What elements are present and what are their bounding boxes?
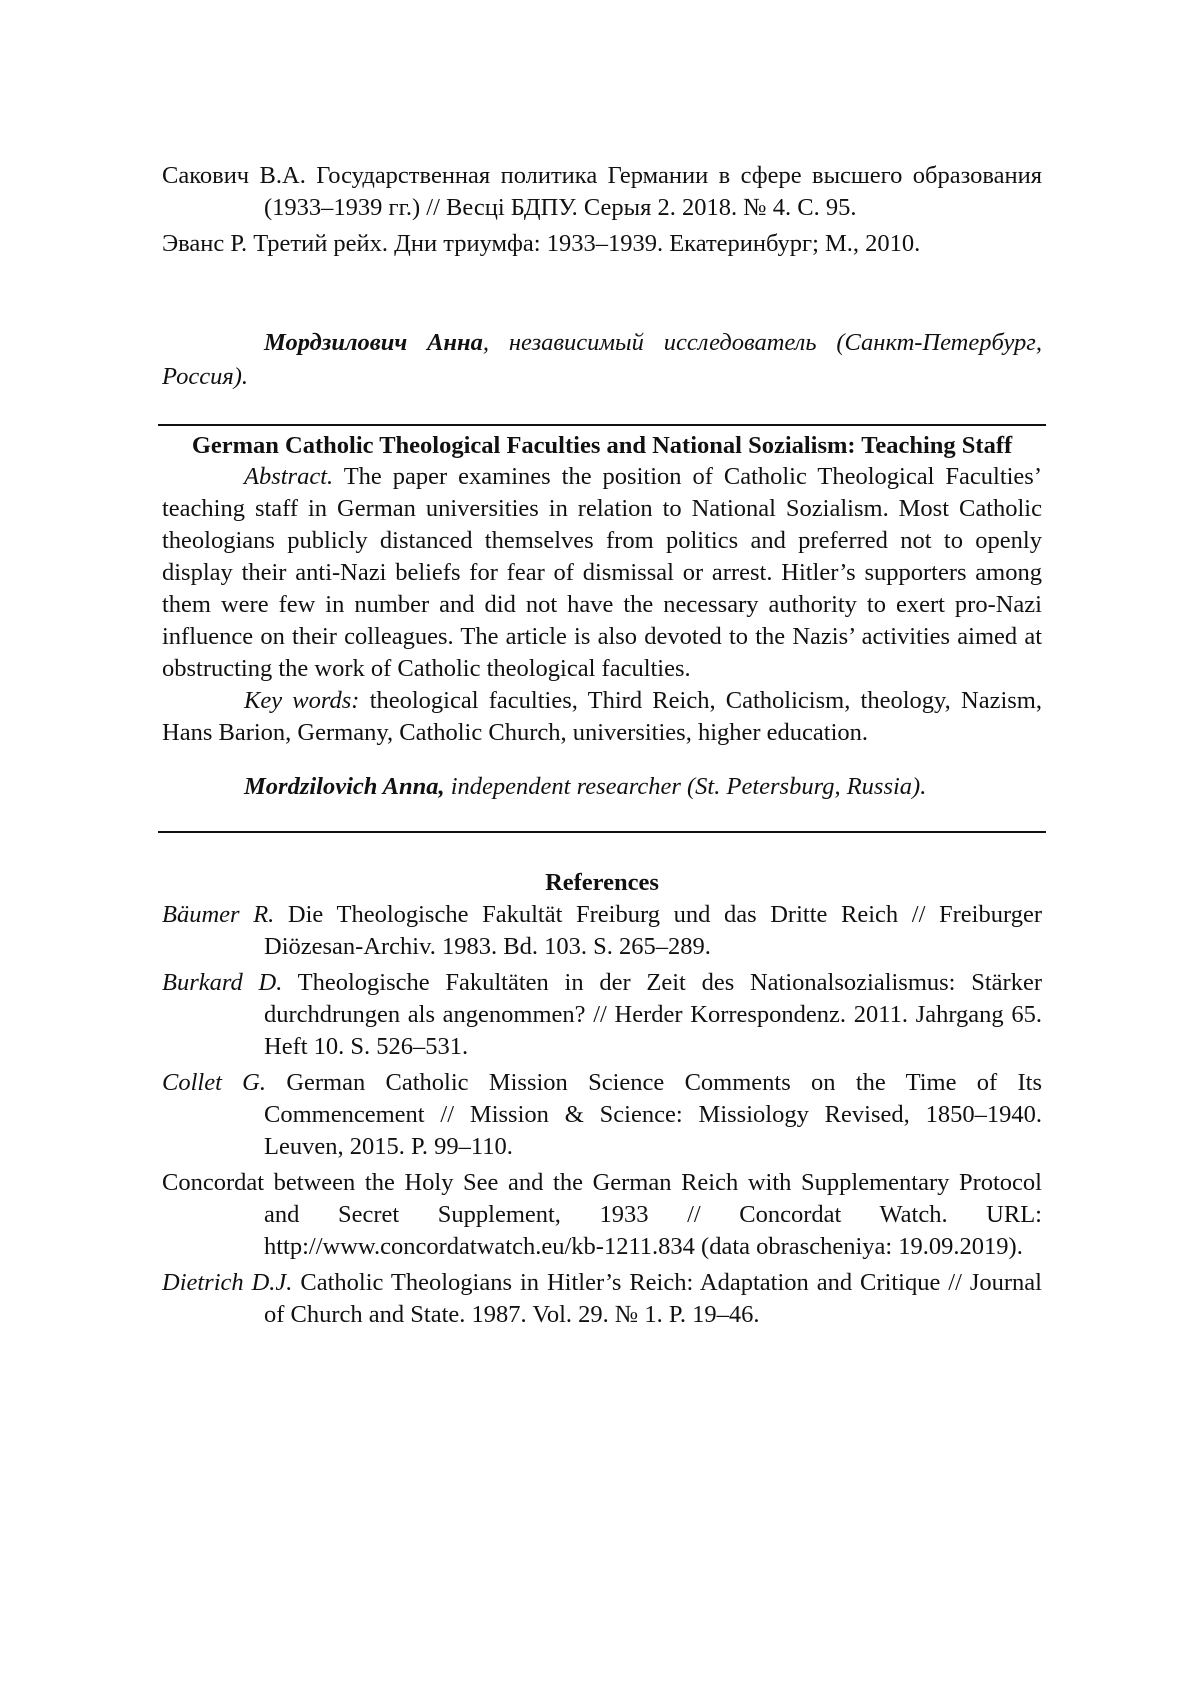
english-title: German Catholic Theological Faculties and National Sozialism: Teaching Staff bbox=[191, 432, 1013, 459]
abstract-text: The paper examines the position of Catholic Theological Faculties’ teaching staff in German universities in relation to National Sozialism. Most Catholic theologians publicly distanced themselves from politics and preferred not to openly display their anti-Nazi beliefs for fear of dismissal or arrest. Hitler’s supporters among them were few in number and did not have the necessary authority to exert pro-Nazi influence on their colleagues. The article is also devoted to the Nazis’ activities aimed at obstructing the work of Catholic theological faculties. bbox=[162, 463, 1042, 682]
reference-item bbox=[162, 899, 1042, 963]
reference-text: Catholic Theologians in Hitler’s Reich: Adaptation and Critique // Journal of Church and State. 1987. Vol. 29. № 1. P. 19–46. bbox=[264, 1269, 1042, 1328]
keywords-label: Key words: bbox=[244, 687, 360, 714]
bottom-divider bbox=[158, 831, 1046, 833]
document-page bbox=[162, 160, 1042, 1335]
ru-author-line bbox=[162, 326, 1042, 394]
reference-item bbox=[162, 967, 1042, 1063]
reference-author: Dietrich D.J. bbox=[162, 1269, 293, 1296]
reference-text: Theologische Fakultäten in der Zeit des Nationalsozialismus: Stärker durchdrungen als angenommen? // Herder Korrespondenz. 2011. Jahrgang 65. Heft 10. S. 526–531. bbox=[264, 969, 1042, 1060]
keywords-text: theological faculties, Third Reich, Catholicism, theology, Nazism, Hans Barion, Germany, Catholic Church, universities, higher education. bbox=[162, 687, 1042, 746]
reference-item bbox=[162, 1167, 1042, 1263]
en-author-name: Mordzilovich Anna, bbox=[244, 773, 445, 800]
reference-item bbox=[162, 1067, 1042, 1163]
reference-author: Collet G. bbox=[162, 1069, 267, 1096]
reference-text: Concordat between the Holy See and the German Reich with Supplementary Protocol and Secret Supplement, 1933 // Concordat Watch. URL: http://www.concordatwatch.eu/kb-1211.834 (data obrascheniya: 19.09.2019). bbox=[162, 1169, 1042, 1260]
en-author-line bbox=[162, 771, 1042, 803]
reference-text: German Catholic Mission Science Comments on the Time of Its Commencement // Mission & Science: Missiology Revised, 1850–1940. Leuven, 2015. P. 99–110. bbox=[264, 1069, 1042, 1160]
ru-reference-1: Сакович В.А. Государственная политика Германии в сфере высшего образования (1933–1939 гг.) // Весці БДПУ. Серыя 2. 2018. № 4. С. 95. bbox=[162, 162, 1042, 221]
top-divider bbox=[158, 424, 1046, 426]
ru-reference-2: Эванс Р. Третий рейх. Дни триумфа: 1933–1939. Екатеринбург; М., 2010. bbox=[162, 230, 921, 257]
en-author-affiliation: independent researcher (St. Petersburg, Russia). bbox=[444, 773, 927, 800]
ru-author-affiliation: , независимый исследователь (Санкт-Петербург, Россия). bbox=[162, 329, 1042, 390]
ru-author-name: Мордзилович Анна bbox=[264, 329, 483, 356]
references-heading: References bbox=[545, 869, 659, 896]
keywords-paragraph bbox=[162, 685, 1042, 749]
references-list bbox=[162, 899, 1042, 1331]
reference-item bbox=[162, 1267, 1042, 1331]
abstract-paragraph bbox=[162, 461, 1042, 685]
reference-text: Die Theologische Fakultät Freiburg und das Dritte Reich // Freiburger Diözesan-Archiv. 1983. Bd. 103. S. 265–289. bbox=[264, 901, 1042, 960]
reference-author: Bäumer R. bbox=[162, 901, 275, 928]
reference-author: Burkard D. bbox=[162, 969, 283, 996]
abstract-label: Abstract. bbox=[244, 463, 334, 490]
